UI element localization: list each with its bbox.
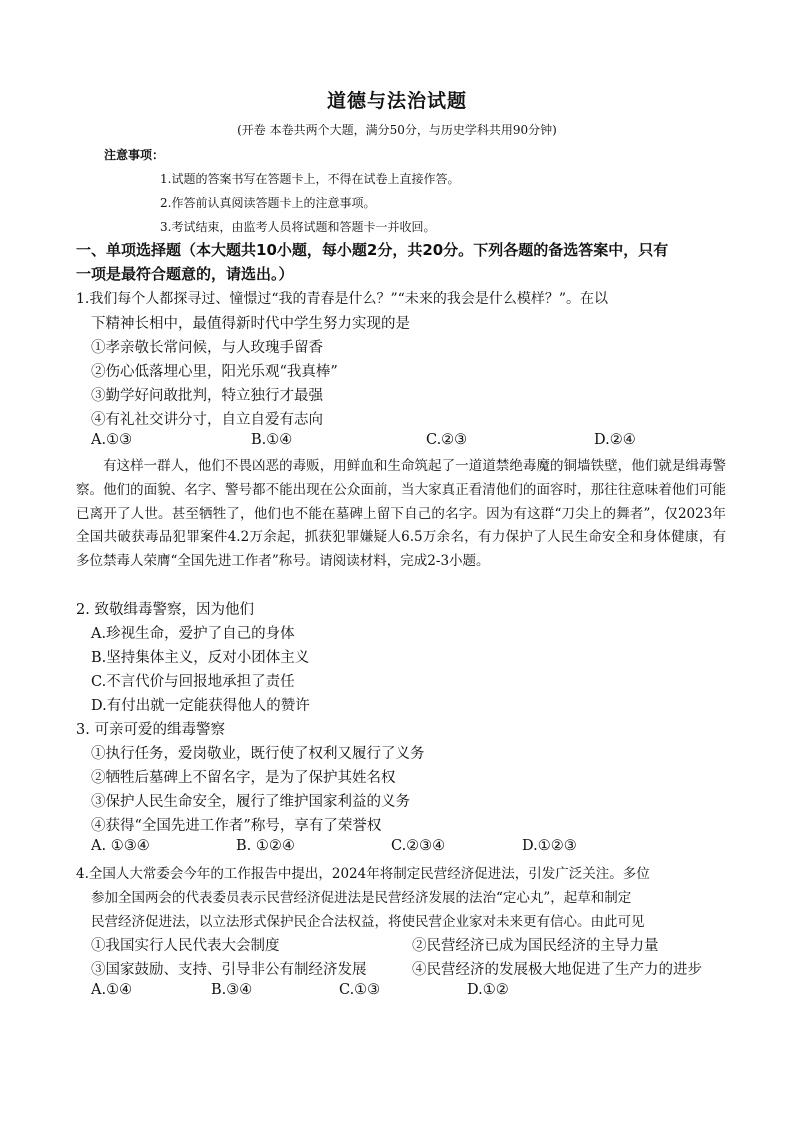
question-3-stem: 3. 可亲可爱的缉毒警察 xyxy=(76,722,225,738)
question-4-stem-cont: 参加全国两会的代表委员表示民营经济促进法是民营经济发展的法治“定心丸”，起草和制定 xyxy=(91,890,632,906)
notes-heading: 注意事项： xyxy=(104,148,165,162)
option-d[interactable]: D.①② xyxy=(467,982,509,998)
option-c[interactable]: C.②③ xyxy=(426,432,468,448)
option-c[interactable]: C.②③④ xyxy=(391,838,446,854)
question-4-item: ④民营经济的发展极大地促进了生产力的进步 xyxy=(412,962,702,978)
section-heading-line1: 一、单项选择题（本大题共10小题，每小题2分，共20分。下列各题的备选答案中，只有 xyxy=(76,241,669,259)
question-2-option-a[interactable]: A.珍视生命，爱护了自己的身体 xyxy=(91,626,295,642)
option-d[interactable]: D.②④ xyxy=(594,432,636,448)
question-2-option-d[interactable]: D.有付出就一定能获得他人的赞许 xyxy=(91,698,310,714)
option-b[interactable]: B.③④ xyxy=(211,982,253,998)
option-b[interactable]: B.①④ xyxy=(251,432,293,448)
question-1-item: ②伤心低落埋心里，阳光乐观“我真棒” xyxy=(91,364,338,380)
question-2-option-b[interactable]: B.坚持集体主义，反对小团体主义 xyxy=(91,650,310,666)
question-1-stem: 1.我们每个人都探寻过、憧憬过“我的青春是什么？”“未来的我会是什么模样？”。在以 xyxy=(76,291,608,307)
question-4-stem-cont: 民营经济促进法，以立法形式保护民企合法权益，将使民营企业家对未来更有信心。由此可见 xyxy=(91,914,645,930)
material-paragraph: 有这样一群人，他们不畏凶恶的毒贩，用鲜血和生命筑起了一道道禁绝毒魔的铜墙铁壁，他们就是缉毒警察。他们的面貌、名字、警号都不能出现在公众面前，当大家真正看清他们的面容时，那往往意味着他们可能已离开了人世。甚至牺牲了，他们也不能在墓碑上留下自己的名字。因为有这群“刀尖上的舞者”，仅2023年全国共破获毒品犯罪案件4.2万余起，抓获犯罪嫌疑人6.5万余名，有力保护了人民生命安全和身体健康，有多位禁毒人荣膺“全国先进工作者”称号。请阅读材料，完成2-3小题。 xyxy=(76,458,726,570)
note-item: 3.考试结束，由监考人员将试题和答题卡一并收回。 xyxy=(160,220,436,234)
note-item: 1.试题的答案书写在答题卡上，不得在试卷上直接作答。 xyxy=(160,172,460,186)
question-3-item: ②牺牲后墓碑上不留名字，是为了保护其姓名权 xyxy=(91,770,396,786)
question-4-item: ②民营经济已成为国民经济的主导力量 xyxy=(412,938,659,954)
question-2-option-c[interactable]: C.不言代价与回报地承担了责任 xyxy=(91,674,295,690)
question-4-stem: 4.全国人大常委会今年的工作报告中提出，2024年将制定民营经济促进法，引发广泛关注。多位 xyxy=(76,866,650,882)
option-c[interactable]: C.①③ xyxy=(339,982,381,998)
question-1-item: ③勤学好问敢批判，特立独行才最强 xyxy=(91,388,323,404)
question-4-item: ①我国实行人民代表大会制度 xyxy=(91,938,280,954)
option-a[interactable]: A.①④ xyxy=(91,982,133,998)
section-heading-line2: 一项是最符合题意的，请选出。） xyxy=(76,265,294,283)
option-a[interactable]: A. ①③④ xyxy=(91,838,150,854)
question-1-item: ④有礼社交讲分寸，自立自爱有志向 xyxy=(91,412,323,428)
question-3-item: ④获得“全国先进工作者”称号，享有了荣誉权 xyxy=(91,818,382,834)
question-4-item: ③国家鼓励、支持、引导非公有制经济发展 xyxy=(91,962,367,978)
page-title: 道德与法治试题 xyxy=(326,90,467,112)
question-2-stem: 2. 致敬缉毒警察，因为他们 xyxy=(76,602,254,618)
option-b[interactable]: B. ①②④ xyxy=(236,838,295,854)
option-d[interactable]: D.①②③ xyxy=(522,838,577,854)
question-1-item: ①孝亲敬长常问候，与人玫瑰手留香 xyxy=(91,340,323,356)
note-item: 2.作答前认真阅读答题卡上的注意事项。 xyxy=(160,196,376,210)
question-3-item: ③保护人民生命安全，履行了维护国家利益的义务 xyxy=(91,794,410,810)
question-1-stem-cont: 下精神长相中，最值得新时代中学生努力实现的是 xyxy=(91,316,410,332)
option-a[interactable]: A.①③ xyxy=(91,432,133,448)
question-3-item: ①执行任务，爱岗敬业，既行使了权利又履行了义务 xyxy=(91,746,425,762)
exam-subtitle: (开卷 本卷共两个大题，满分50分，与历史学科共用90分钟) xyxy=(237,123,557,137)
